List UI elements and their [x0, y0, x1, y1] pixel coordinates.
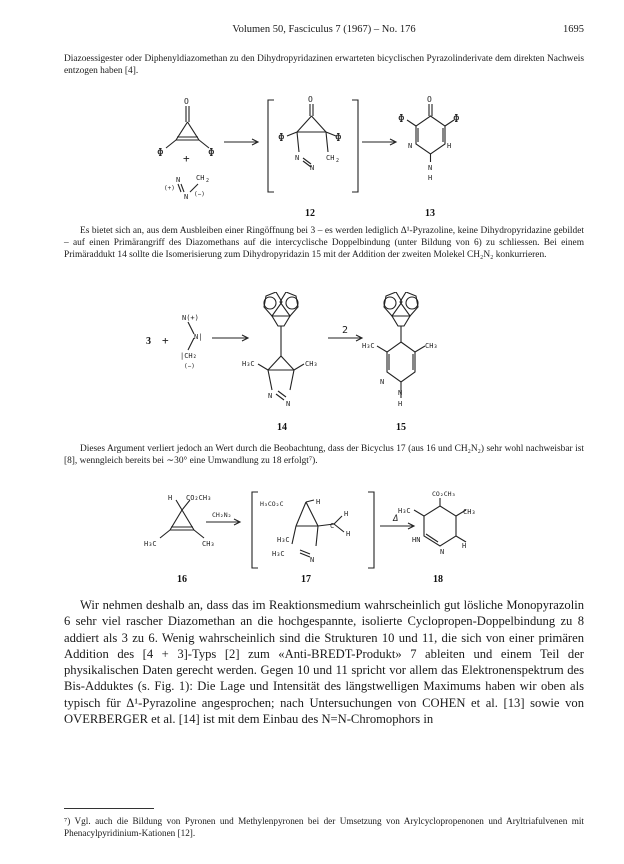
hn-18: HN [412, 536, 421, 544]
running-title: Volumen 50, Fasciculus 7 (1967) – No. 176 [232, 24, 416, 35]
hydrogen-18: H [462, 542, 467, 550]
methyl-16b: CH₃ [202, 540, 215, 548]
compound-label-12: 12 [305, 208, 315, 219]
charge-positive: (+) [164, 185, 175, 192]
nitrogen-atom-f: N [428, 164, 433, 172]
ch2-subscript: 2 [206, 178, 210, 184]
footnote [64, 815, 584, 839]
oxygen-atom-b: O [308, 95, 313, 104]
paragraph-bicyclus-text: Dieses Argument verliert jedoch an Wert durch die Beobachtung, dass der Bicyclus 17 (aus 16 und CH₂N₂) sehr wohl nachweisbar ist [8], wenngleich bereits bei ∼30° eine Umwandlung zu 18 erfolgt⁷). [64, 444, 584, 467]
methyl-16a: H₃C [144, 540, 157, 548]
phenyl-symbol-f: Φ [453, 112, 460, 125]
nitrogen-atom-c: N [295, 154, 300, 162]
methyl-17b: H₃C [272, 550, 285, 558]
nitrogen-atom-d: N [310, 164, 315, 172]
compound-3-ref: 3 [146, 336, 151, 347]
hydrogen-17c: H [346, 530, 351, 538]
tetrahydropyridazine-18 [414, 498, 466, 546]
paragraph-primary-attack-text: Es bietet sich an, aus dem Ausbleiben einer Ringöffnung bei 3 – es werden lediglich Δ¹-Pyrazoline, keine Dihydropyridazine gebildet – auf einen Primärangriff des Diazomethans auf die intercyclische Doppelbindung (unter Bildung von 6) zu schliessen. Bei einem Primäraddukt 14 sollte die Isomerisierung zum Dihydropyridazin 15 mit der Addition der zweiten Molekel CH₂N₂ konkurrieren. [64, 226, 584, 261]
ester-17: H₃CO₂C [260, 500, 284, 508]
reagent-ch2n2: CH₂N₂ [212, 511, 232, 519]
footnote-rule [64, 808, 154, 809]
reaction-arrow-3 [212, 335, 248, 341]
fluorenyl-group-14 [264, 292, 298, 326]
charge-negative: (−) [194, 191, 205, 198]
ch2-label-b: CH [326, 154, 335, 162]
nitrogen-14b: N [286, 400, 291, 408]
methyl-17a: H₃C [277, 536, 290, 544]
hydrogen-atom-a: H [447, 142, 452, 150]
ch2-subscript-b: 2 [336, 158, 340, 164]
cyclopropene-16 [160, 500, 204, 538]
methyl-h3c-b: H₃C [362, 342, 375, 350]
running-header [64, 24, 584, 40]
footnote-text: ⁷) Vgl. auch die Bildung von Pyronen und Methylenpyronen bei der Umsetzung von Arylcyclopropenonen und Aryltriafulvenen mit Phenacylpyridinium-Kationen [12]. [64, 816, 584, 839]
phenyl-symbol-e: Φ [398, 112, 405, 125]
reaction-scheme-3 [0, 486, 624, 586]
hydrogen-17b: H [344, 510, 349, 518]
arrow-label-2: 2 [342, 325, 349, 336]
compound-label-13: 13 [425, 208, 435, 219]
methyl-h3c-a: H₃C [242, 360, 255, 368]
bicyclic-pyrazoline-14 [258, 326, 304, 400]
paragraph-main-text: Wir nehmen deshalb an, dass das im Reaktionsmedium wahrscheinlich gut lösliche Monopyrazolin 6 sehr viel rascher Diazomethan an die hochgespannte, isolierte Cyclopropen-Doppelbindung zu 8 addiert als 3 zu 6. Wenig wahrscheinlich sind die Strukturen 10 und 11, die sich von einer primären Addition des [4 + 3]-Typs [2] zum «Anti-BREDT-Produkt» 7 ableiten und einem Teil der physikalischen Daten gerecht werden. Gegen 10 und 11 spricht vor allem das Elektronenspektrum des Bis-Adduktes (s. Fig. 1): Die Lage und Intensität des längstwelligen Maximums haben wir oben als typisch für Δ¹-Pyrazoline angesprochen; nach Untersuchungen von COHEN et al. [13] sowie von OVERBERGER et al. [14] ist mit dem Einbau des N=N-Chromophors in [64, 598, 584, 727]
ester-18: CO₂CH₃ [432, 490, 456, 498]
methyl-ch3-a: CH₃ [305, 360, 318, 368]
hydrogen-17a: H [316, 498, 321, 506]
compound-label-16: 16 [177, 574, 187, 585]
paragraph-intro [64, 53, 584, 77]
methyl-ch3-b: CH₃ [425, 342, 438, 350]
phenyl-symbol-d: Φ [335, 131, 342, 144]
paragraph-intro-text: Diazoessigester oder Diphenyldiazomethan zu den Dihydropyridazinen erwarteten bicyclischen Pyrazolinderivate dem direkten Nachweis entzogen haben [4]. [64, 54, 584, 77]
paragraph-primary-attack [64, 225, 584, 262]
heat-delta: Δ [393, 514, 399, 524]
fluorenyl-group-15 [384, 292, 418, 326]
nitrogen-atom-b: N [184, 193, 189, 201]
paragraph-main [64, 597, 584, 727]
minus-charge: (−) [184, 363, 195, 370]
reaction-arrow-2 [362, 139, 396, 145]
page-number: 1695 [563, 24, 584, 35]
ch2-minus-label: |CH₂ [180, 352, 197, 360]
nitrogen-15a: N [380, 378, 385, 386]
hydrogen-15: H [398, 400, 403, 408]
n-plus-label: N(+) [182, 314, 199, 322]
methyl-18b: CH₃ [463, 508, 476, 516]
n-label: N| [194, 333, 203, 341]
bicyclic-17 [292, 500, 344, 557]
plus-sign: + [183, 152, 190, 165]
hydrogen-atom-b: H [428, 174, 433, 182]
methyl-18a: H₃C [398, 507, 411, 515]
compound-label-15: 15 [396, 422, 406, 433]
compound-label-14: 14 [277, 422, 287, 433]
reaction-arrow-1 [224, 139, 258, 145]
nitrogen-atom-a: N [176, 176, 181, 184]
phenyl-symbol-a: Φ [157, 146, 164, 159]
ch2-label: CH [196, 174, 205, 182]
plus-sign-2: + [162, 334, 169, 347]
cyclopropenone-structure [166, 106, 209, 148]
phenyl-symbol-c: Φ [278, 131, 285, 144]
paragraph-bicyclus [64, 443, 584, 467]
nitrogen-atom-e: N [408, 142, 413, 150]
carbon-17: C [330, 522, 335, 530]
reaction-arrow-5 [206, 519, 240, 525]
ester-16: CO₂CH₃ [186, 494, 212, 502]
reaction-scheme-2 [0, 292, 624, 437]
nitrogen-14a: N [268, 392, 273, 400]
hydrogen-16: H [168, 494, 173, 502]
oxygen-atom-a: O [184, 97, 189, 106]
compound-label-18: 18 [433, 574, 443, 585]
nitrogen-15b: N [398, 389, 403, 397]
phenyl-symbol-b: Φ [208, 146, 215, 159]
oxygen-atom-c: O [427, 95, 432, 104]
compound-label-17: 17 [301, 574, 311, 585]
dihydropyridazine-15 [377, 326, 425, 398]
nitrogen-18: N [440, 548, 445, 556]
nitrogen-17: N [310, 556, 315, 564]
dihydropyridazinone-13 [407, 104, 454, 162]
reaction-scheme-1 [0, 92, 624, 220]
